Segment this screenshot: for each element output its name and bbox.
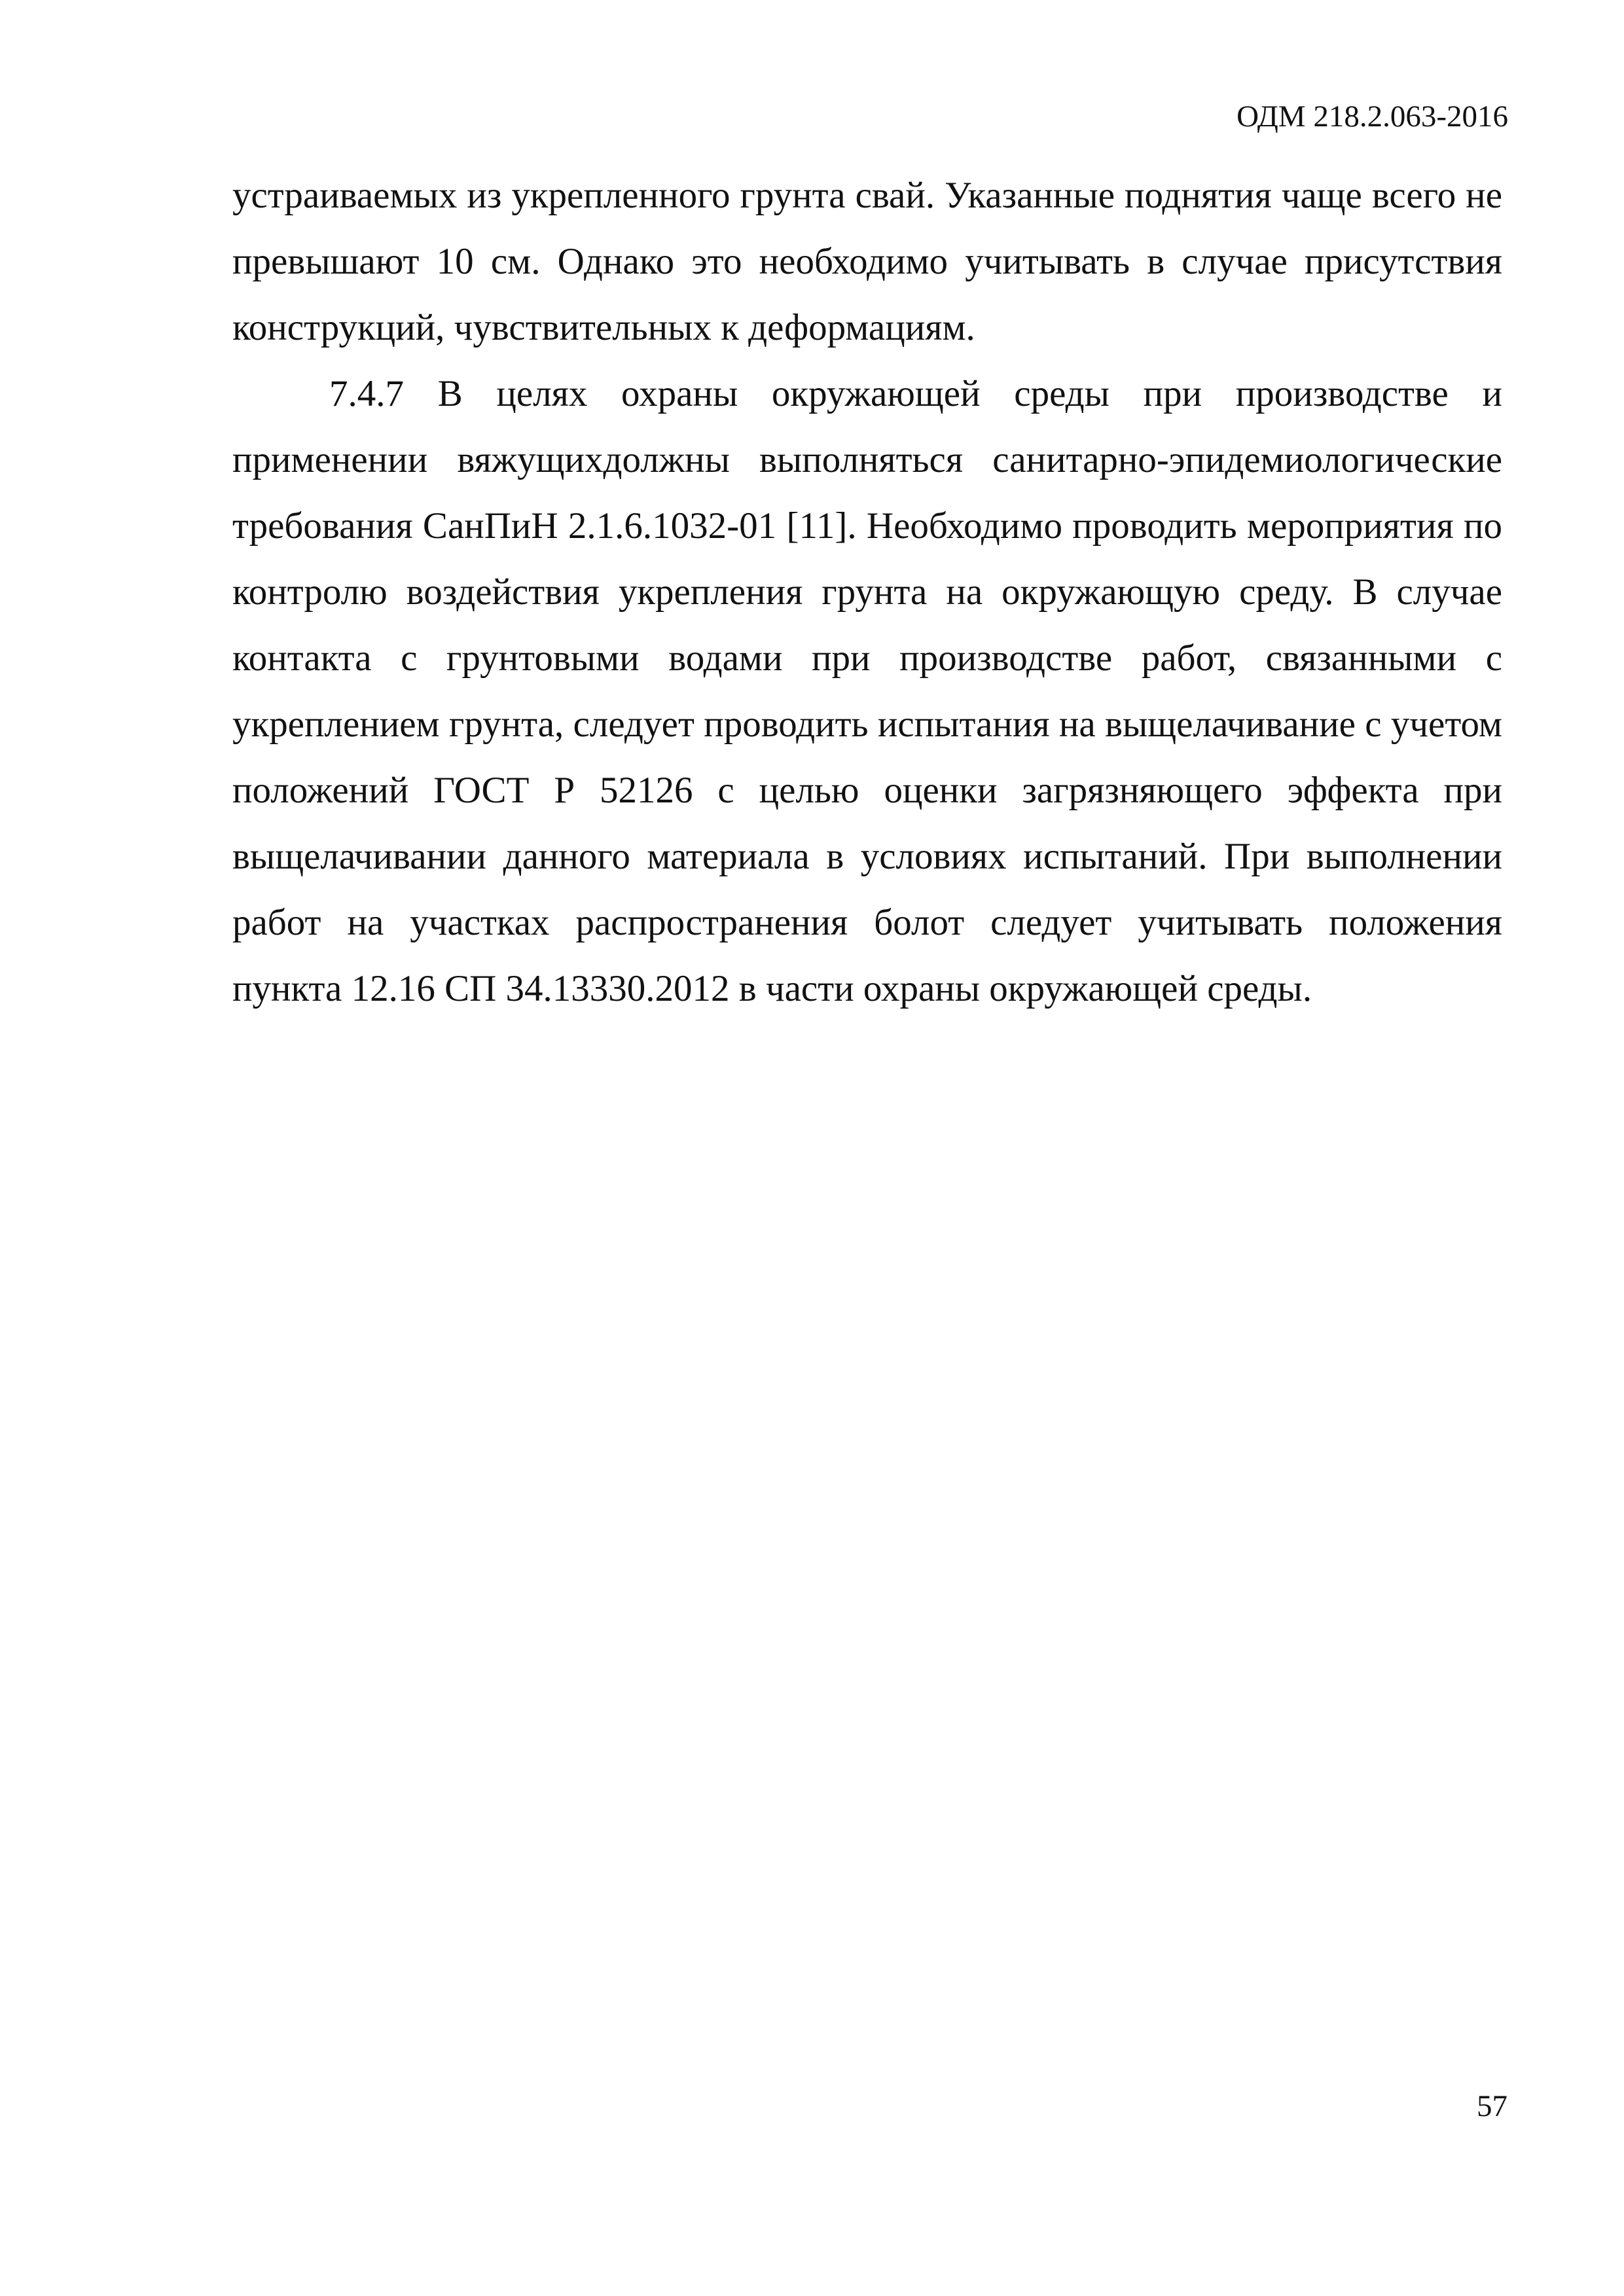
document-code: ОДМ 218.2.063-2016	[1236, 99, 1508, 134]
page-body	[232, 162, 1502, 1022]
paragraph-7-4-7: 7.4.7 В целях охраны окружающей среды при производстве и применении вяжущихдолжны выполняться санитарно-эпидемиологические требования СанПиН 2.1.6.1032-01 [11]. Необходимо проводить мероприятия по контролю воздействия укрепления грунта на окружающую среду. В случае контакта с грунтовыми водами при производстве работ, связанными с укреплением грунта, следует проводить испытания на выщелачивание с учетом положений ГОСТ Р 52126 с целью оценки загрязняющего эффекта при выщелачивании данного материала в условиях испытаний. При выполнении работ на участках распространения болот следует учитывать положения пункта 12.16 СП 34.13330.2012 в части охраны окружающей среды.	[232, 373, 1502, 1009]
page-number: 57	[1477, 2089, 1507, 2123]
paragraph-continuation: устраиваемых из укрепленного грунта свай. Указанные поднятия чаще всего не превышают 10 см. Однако это необходимо учитывать в случае присутствия конструкций, чувствительных к деформациям.	[232, 175, 1502, 348]
